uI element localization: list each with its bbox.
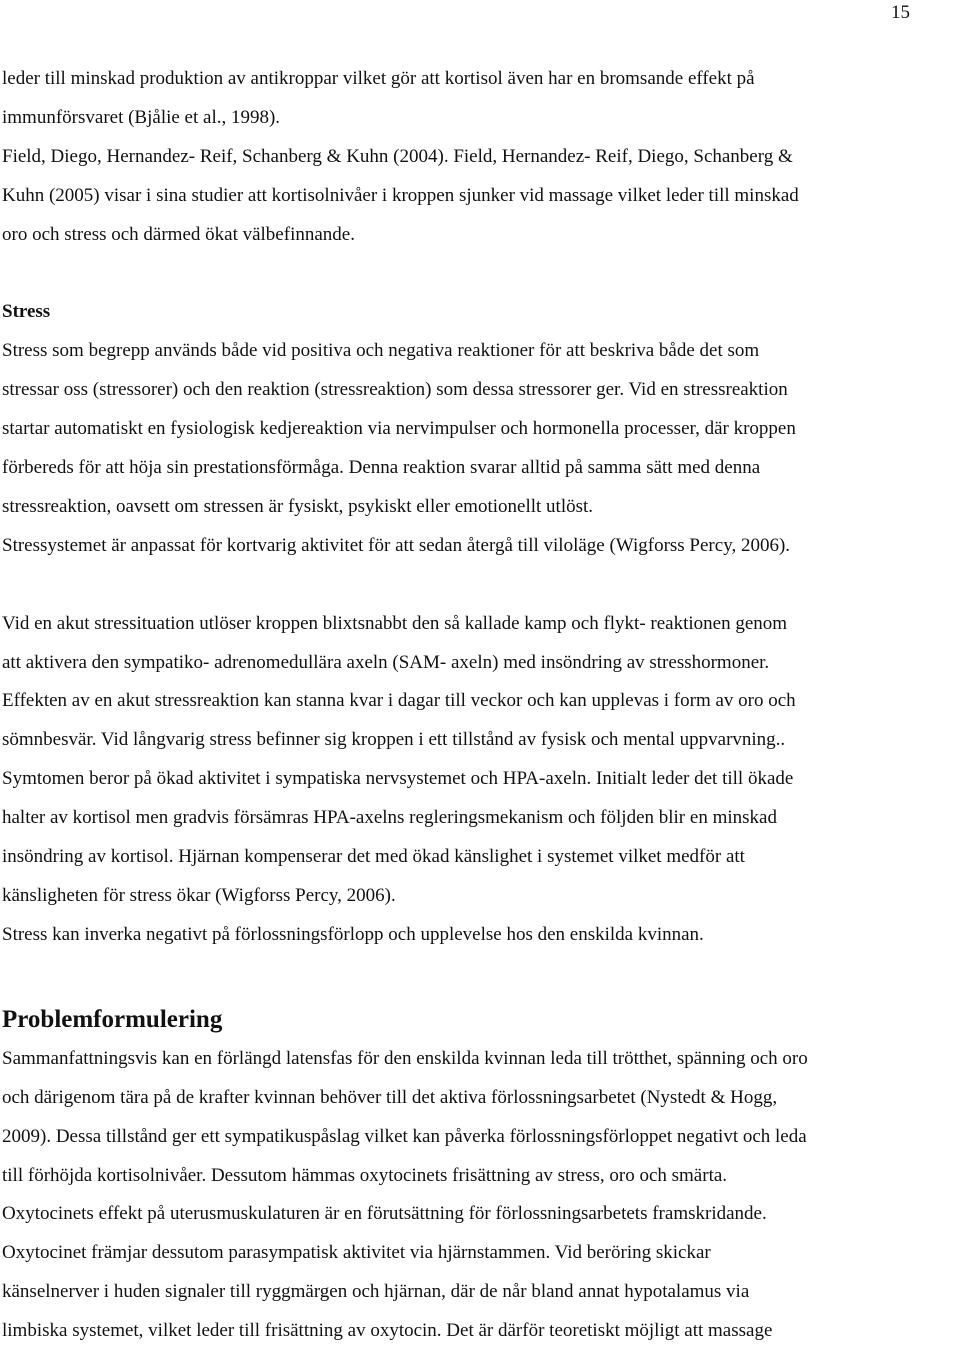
text-line: Field, Diego, Hernandez- Reif, Schanberg & Kuhn (2004). Field, Hernandez- Reif, Diego, Schanberg & xyxy=(2,145,793,167)
problemformulering-heading: Problemformulering xyxy=(2,1005,223,1033)
stress-paragraph-2 xyxy=(2,605,958,955)
text-line: att aktivera den sympatiko- adrenomedullära axeln (SAM- axeln) med insöndring av stresshormoner. xyxy=(2,651,770,673)
paragraph-gap xyxy=(2,255,958,294)
text-line: Stress som begrepp används både vid positiva och negativa reaktioner för att beskriva både det som xyxy=(2,340,760,362)
document-body xyxy=(2,60,958,1351)
text-line: halter av kortisol men gradvis försämras HPA-axelns regleringsmekanism och följden blir en minskad xyxy=(2,807,777,829)
text-line: Oxytocinets effekt på uterusmuskulaturen är en förutsättning för förlossningsarbetets framskridande. xyxy=(2,1203,767,1225)
stress-section xyxy=(2,293,958,954)
text-line: Sammanfattningsvis kan en förlängd latensfas för den enskilda kvinnan leda till trötthet, spänning och oro xyxy=(2,1047,808,1069)
stress-heading: Stress xyxy=(2,301,51,323)
stress-paragraph-1 xyxy=(2,332,958,565)
text-line: stressreaktion, oavsett om stressen är fysiskt, psykiskt eller emotionellt utlöst. xyxy=(2,495,594,517)
text-line: och därigenom tära på de krafter kvinnan behöver till det aktiva förlossningsarbetet (Nystedt & Hogg, xyxy=(2,1086,778,1108)
text-line: känsligheten för stress ökar (Wigforss Percy, 2006). xyxy=(2,885,396,906)
text-line: limbiska systemet, vilket leder till frisättning av oxytocin. Det är därför teoretiskt möjligt att massage xyxy=(2,1320,773,1342)
text-line: immunförsvaret (Bjålie et al., 1998). xyxy=(2,106,281,128)
text-line: Effekten av en akut stressreaktion kan stanna kvar i dagar till veckor och kan upplevas i form av oro och xyxy=(2,690,796,712)
text-line: sömnbesvär. Vid långvarig stress befinner sig kroppen i ett tillstånd av fysisk och mental uppvarvning.. xyxy=(2,729,786,751)
problem-paragraph xyxy=(2,1040,958,1351)
intro-paragraph xyxy=(2,60,958,255)
text-line: 2009). Dessa tillstånd ger ett sympatikuspåslag vilket kan påverka förlossningsförloppet negativt och leda xyxy=(2,1125,807,1147)
problem-section xyxy=(2,1002,958,1351)
text-line: känselnerver i huden signaler till ryggmärgen och hjärnan, där de når bland annat hypotalamus via xyxy=(2,1281,750,1303)
text-line: startar automatiskt en fysiologisk kedjereaktion via nervimpulser och hormonella processer, där kroppen xyxy=(2,418,796,440)
paragraph-gap xyxy=(2,566,958,605)
text-line: Oxytocinet främjar dessutom parasympatisk aktivitet via hjärnstammen. Vid beröring skickar xyxy=(2,1242,711,1264)
text-line: Stress kan inverka negativt på förlossningsförlopp och upplevelse hos den enskilda kvinnan. xyxy=(2,923,704,945)
text-line: Vid en akut stressituation utlöser kroppen blixtsnabbt den så kallade kamp och flykt- reaktionen genom xyxy=(2,612,788,634)
text-line: oro och stress och därmed ökat välbefinnande. xyxy=(2,223,355,245)
text-line: insöndring av kortisol. Hjärnan kompenserar det med ökad känslighet i systemet vilket medför att xyxy=(2,846,745,868)
text-line: förbereds för att höja sin prestationsförmåga. Denna reaktion svarar alltid på samma sätt med denna xyxy=(2,457,761,479)
text-line: Kuhn (2005) visar i sina studier att kortisolnivåer i kroppen sjunker vid massage vilket leder till minskad xyxy=(2,184,799,206)
text-line: Symtomen beror på ökad aktivitet i sympatiska nervsystemet och HPA-axeln. Initialt leder det till ökade xyxy=(2,768,794,790)
page-number: 15 xyxy=(891,2,910,23)
text-line: leder till minskad produktion av antikroppar vilket gör att kortisol även har en bromsande effekt på xyxy=(2,68,755,89)
section-gap xyxy=(2,955,958,1002)
text-line: till förhöjda kortisolnivåer. Dessutom hämmas oxytocinets frisättning av stress, oro och smärta. xyxy=(2,1164,728,1186)
text-line: Stressystemet är anpassat för kortvarig aktivitet för att sedan återgå till viloläge (Wigforss Percy, 2006). xyxy=(2,534,791,556)
text-line: stressar oss (stressorer) och den reaktion (stressreaktion) som dessa stressorer ger. Vid en stressreaktion xyxy=(2,379,788,401)
